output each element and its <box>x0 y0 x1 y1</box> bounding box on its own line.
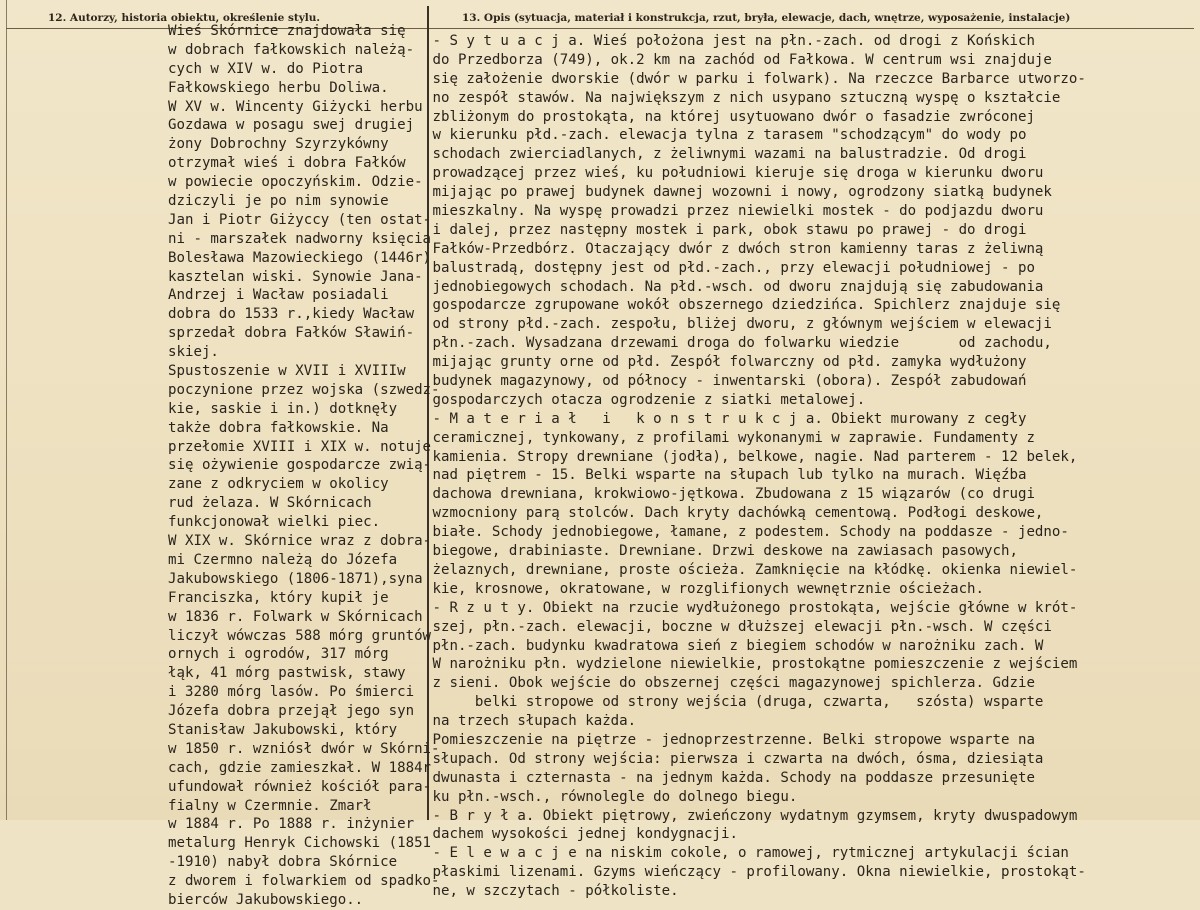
description-text-line: płn.-zach. Wysadzana drzewami droga do folwarku wiedzie od zachodu, <box>424 335 1052 352</box>
history-text-line: W XV w. Wincenty Giżycki herbu <box>168 98 423 115</box>
description-text-line: budynek magazynowy, od północy - inwentarski (obora). Zespół zabudowań <box>424 373 1027 390</box>
description-text-line: płaskimi lizenami. Gzyms wieńczący - profilowany. Okna niewielkie, prostokąt- <box>424 864 1086 881</box>
history-text-line: łąk, 41 mórg pastwisk, stawy <box>168 665 406 682</box>
description-text-line: zbliżonym do prostokąta, na której usytuowano dwór o fasadzie zwróconej <box>424 108 1035 125</box>
description-text-line: płn.-zach. budynku kwadratowa sień z biegiem schodów w narożniku zach. W <box>424 637 1044 654</box>
history-text-line: Spustoszenie w XVII i XVIIIw <box>168 363 406 380</box>
description-text-line: w kierunku płd.-zach. elewacja tylna z tarasem "schodzącym" do wody po <box>424 127 1027 144</box>
description-text-line: kie, krosnowe, okratowane, w rozglifionych wewnętrznie ościeżach. <box>424 580 985 597</box>
description-text-line: kamienia. Stropy drewniane (jodła), belkowe, nagie. Nad parterem - 12 belek, <box>424 448 1078 465</box>
history-text-line: Józefa dobra przejął jego syn <box>168 703 415 720</box>
history-text-line: w 1850 r. wzniósł dwór w Skórni- <box>168 740 440 757</box>
history-text-line: cych w XIV w. do Piotra <box>168 60 364 77</box>
left-column-header: 12. Autorzy, historia obiektu, określenie stylu. <box>48 12 321 24</box>
history-text-line: przełomie XVIII i XIX w. notuje <box>168 438 432 455</box>
history-text-line: rud żelaza. W Skórnicach <box>168 495 372 512</box>
description-text-line: słupach. Od strony wejścia: pierwsza i czwarta na dwóch, ósma, dziesiąta <box>424 750 1044 767</box>
description-text-line: belki stropowe od strony wejścia (druga, czwarta, szósta) wsparte <box>424 694 1044 711</box>
description-text-line: ku płn.-wsch., równolegle do dolnego biegu. <box>424 788 798 805</box>
description-text-line: i dalej, przez następny mostek i park, obok stawu po prawej - do drogi <box>424 221 1027 238</box>
history-text-line: Andrzej i Wacław posiadali <box>168 287 389 304</box>
description-text-line: ne, w szczytach - półkoliste. <box>424 883 679 900</box>
description-text-line: dachem wysokości jednej kondygnacji. <box>424 826 738 843</box>
description-text-column <box>424 32 1194 901</box>
history-text-line: dziczyli je po nim synowie <box>168 193 389 210</box>
history-text-column <box>168 22 440 910</box>
description-text-line: gospodarczych otacza ogrodzenie z siatki metalowej. <box>424 391 866 408</box>
description-text-line: mijając po prawej budynek dawnej wozowni i nowy, ogrodzony siatką budynek <box>424 184 1052 201</box>
description-text-line: się założenie dworskie (dwór w parku i folwark). Na rzeczce Barbarce utworzo- <box>424 70 1086 87</box>
description-text-line: balustradą, dostępny jest od płd.-zach., przy elewacji południowej - po <box>424 259 1035 276</box>
history-text-line: liczył wówczas 588 mórg gruntów <box>168 627 432 644</box>
history-text-line: w powiecie opoczyńskim. Odzie- <box>168 174 423 191</box>
history-text-line: kie, saskie i in.) dotknęły <box>168 400 398 417</box>
history-text-line: w 1884 r. Po 1888 r. inżynier <box>168 816 415 833</box>
history-text-line: żony Dobrochny Szyrzykówny <box>168 136 389 153</box>
description-text-line: do Przedborza (749), ok.2 km na zachód od Fałkowa. W centrum wsi znajduje <box>424 51 1052 68</box>
description-text-line: z sieni. Obok wejście do obszernej części magazynowej spichlerza. Gdzie <box>424 675 1035 692</box>
description-text-line: na trzech słupach każda. <box>424 713 637 730</box>
description-text-line: - B r y ł a. Obiekt piętrowy, zwieńczony wydatnym gzymsem, kryty dwuspadowym <box>424 807 1078 824</box>
history-text-line: kasztelan wiski. Synowie Jana- <box>168 268 423 285</box>
description-text-line: wzmocniony parą stolców. Dach kryty dachówką cementową. Podłogi deskowe, <box>424 505 1044 522</box>
description-text-line: gospodarcze zgrupowane wokół obszernego dziedzińca. Spichlerz znajduje się <box>424 297 1061 314</box>
history-text-line: fialny w Czermnie. Zmarł <box>168 797 372 814</box>
history-text-line: cach, gdzie zamieszkał. W 1884r <box>168 759 432 776</box>
history-text-line: w 1836 r. Folwark w Skórnicach <box>168 608 423 625</box>
history-text-line: Stanisław Jakubowski, który <box>168 721 398 738</box>
history-text-line: Bolesława Mazowieckiego (1446r) <box>168 249 432 266</box>
history-text-line: -1910) nabył dobra Skórnice <box>168 854 398 871</box>
description-text-line: Fałków-Przedbórz. Otaczający dwór z dwóch stron kamienny taras z żeliwną <box>424 240 1044 257</box>
history-text-line: skiej. <box>168 344 219 361</box>
history-text-line: mi Czermno należą do Józefa <box>168 551 398 568</box>
history-text-line: Fałkowskiego herbu Doliwa. <box>168 79 389 96</box>
history-text-line: zane z odkryciem w okolicy <box>168 476 389 493</box>
description-text-line: biegowe, drabiniaste. Drewniane. Drzwi deskowe na zawiasach pasowych, <box>424 543 1018 560</box>
history-text-line: W XIX w. Skórnice wraz z dobra- <box>168 533 432 550</box>
history-text-line: Wieś Skórnice znajdowała się <box>168 23 406 39</box>
description-text-line: mijając grunty orne od płd. Zespół folwarczny od płd. zamyka wydłużony <box>424 354 1027 371</box>
description-text-line: od strony płd.-zach. zespołu, bliżej dworu, z głównym wejściem w elewacji <box>424 316 1052 333</box>
right-column-header: 13. Opis (sytuacja, materiał i konstrukcja, rzut, bryła, elewacje, dach, wnętrze, wyposażenie, instalacje) <box>462 12 1071 24</box>
description-text-line: - M a t e r i a ł i k o n s t r u k c j a. Obiekt murowany z cegły <box>424 410 1027 427</box>
history-text-line: Jan i Piotr Giżyccy (ten ostat- <box>168 211 432 228</box>
description-text-line: dwunasta i czternasta - na jednym każda. Schody na poddasze przesunięte <box>424 769 1035 786</box>
description-text-line: nad piętrem - 15. Belki wsparte na słupach lub tylko na murach. Więźba <box>424 467 1027 484</box>
description-text-line: Pomieszczenie na piętrze - jednoprzestrzenne. Belki stropowe wsparte na <box>424 731 1035 748</box>
history-text-line: bierców Jakubowskiego.. <box>168 891 364 908</box>
history-text-line: sprzedał dobra Fałków Sławiń- <box>168 325 415 342</box>
history-text-line: także dobra fałkowskie. Na <box>168 419 389 436</box>
history-text-line: metalurg Henryk Cichowski (1851 <box>168 835 432 852</box>
history-text-line: ornych i ogrodów, 317 mórg <box>168 646 389 663</box>
history-text-line: się ożywienie gospodarcze zwią- <box>168 457 432 474</box>
description-text-line: - S y t u a c j a. Wieś położona jest na płn.-zach. od drogi z Końskich <box>424 33 1035 49</box>
history-text-line: ufundował również kościół para- <box>168 778 432 795</box>
description-text-line: no zespół stawów. Na największym z nich usypano sztuczną wyspę o kształcie <box>424 89 1061 106</box>
history-text-line: Gozdawa w posagu swej drugiej <box>168 117 415 134</box>
history-text-line: Jakubowskiego (1806-1871),syna <box>168 570 423 587</box>
history-text-line: Franciszka, który kupił je <box>168 589 389 606</box>
description-text-line: mieszkalny. Na wyspę prowadzi przez niewielki mostek - do podjazdu dworu <box>424 203 1044 220</box>
left-margin-rule <box>6 0 7 820</box>
description-text-line: prowadzącej przez wieś, ku południowi kieruje się droga w kierunku dworu <box>424 165 1044 182</box>
history-text-line: w dobrach fałkowskich należą- <box>168 41 415 58</box>
history-text-line: z dworem i folwarkiem od spadko- <box>168 873 440 890</box>
history-text-line: ni - marszałek nadworny księcia <box>168 230 432 247</box>
description-text-line: schodach zwierciadlanych, z żeliwnymi wazami na balustradzie. Od drogi <box>424 146 1027 163</box>
description-text-line: jednobiegowych schodach. Na płd.-wsch. od dworu znajdują się zabudowania <box>424 278 1044 295</box>
description-text-line: - E l e w a c j e na niskim cokole, o ramowej, rytmicznej artykulacji ścian <box>424 845 1069 862</box>
description-text-line: białe. Schody jednobiegowe, łamane, z podestem. Schody na poddasze - jedno- <box>424 524 1069 541</box>
description-text-line: dachowa drewniana, krokwiowo-jętkowa. Zbudowana z 15 wiązarów (co drugi <box>424 486 1035 503</box>
description-text-line: W narożniku płn. wydzielone niewielkie, prostokątne pomieszczenie z wejściem <box>424 656 1078 673</box>
history-text-line: poczynione przez wojska (szwedz- <box>168 381 440 398</box>
description-text-line: - R z u t y. Obiekt na rzucie wydłużonego prostokąta, wejście główne w krót- <box>424 599 1078 616</box>
description-text-line: żelaznych, drewniane, proste ościeża. Zamknięcie na kłódkę. okienka niewiel- <box>424 561 1078 578</box>
history-text-line: dobra do 1533 r.,kiedy Wacław <box>168 306 415 323</box>
history-text-line: otrzymał wieś i dobra Fałków <box>168 155 406 172</box>
description-text-line: ceramicznej, tynkowany, z profilami wykonanymi w zaprawie. Fundamenty z <box>424 429 1035 446</box>
history-text-line: funkcjonował wielki piec. <box>168 514 381 531</box>
history-text-line: i 3280 mórg lasów. Po śmierci <box>168 684 415 701</box>
description-text-line: szej, płn.-zach. elewacji, boczne w dłuższej elewacji płn.-wsch. W części <box>424 618 1052 635</box>
